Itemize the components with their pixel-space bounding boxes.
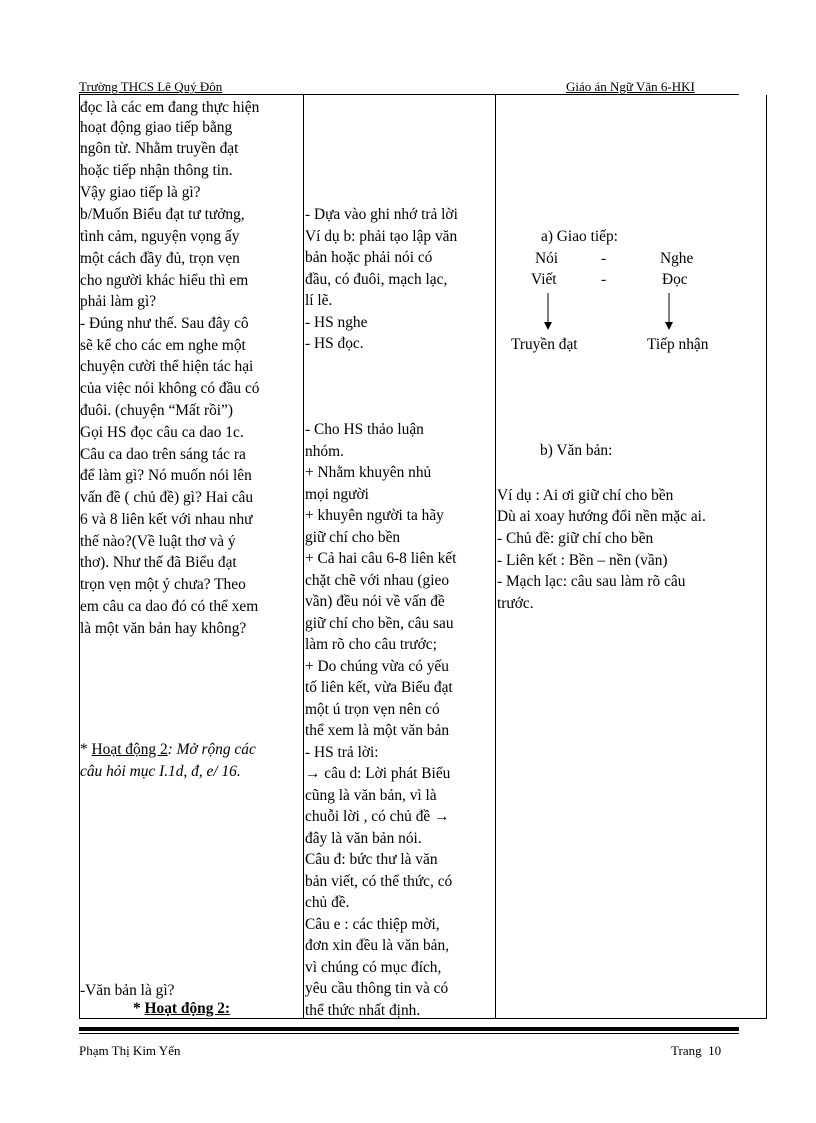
text-line: của việc nói không có đầu có [80, 380, 260, 397]
text-line: Vậy giao tiếp là gì? [80, 184, 201, 201]
text-line: một cách đầy đủ, trọn vẹn [80, 250, 240, 267]
text-line: vấn đề ( chủ đề) gì? Hai câu [80, 489, 254, 506]
text-line: Ví dụ b: phải tạo lập văn [305, 228, 458, 245]
example-line: Dù ai xoay hướng đổi nền mặc ai. [497, 508, 706, 525]
text-line: em câu ca dao đó có thể xem [80, 598, 259, 615]
activity-prefix: * [133, 1000, 145, 1017]
text-line: chuỗi lời , có chủ đề → [305, 808, 450, 825]
word-truyen-dat: Truyền đạt [511, 336, 578, 353]
text-line: vì chúng có mục đích, [305, 959, 442, 976]
text-line: ngôn từ. Nhằm truyền đạt [80, 140, 239, 157]
down-arrow-icon [543, 293, 553, 333]
text-line: Gọi HS đọc câu ca dao 1c. [80, 424, 244, 441]
text-line: - HS đọc. [305, 335, 364, 352]
footer-page-number: 10 [708, 1043, 722, 1058]
table-border-right [766, 95, 767, 1019]
text-line: hoặc tiếp nhận thông tin. [80, 162, 233, 179]
text-line: - Dựa vào ghi nhớ trả lời [305, 206, 458, 223]
table-divider-1 [303, 95, 304, 1019]
text-line: Câu ca dao trên sáng tác ra [80, 446, 246, 463]
text-line: - HS trả lời: [305, 744, 379, 761]
activity-2-heading [80, 741, 256, 758]
down-arrow-icon [664, 293, 674, 333]
text-line: 6 và 8 liên kết với nhau như [80, 511, 253, 528]
text-line: - Cho HS thảo luận [305, 421, 424, 438]
text-line: cũng là văn bản, vì là [305, 787, 437, 804]
text-line: thể xem là một văn bản [305, 722, 450, 739]
activity-title: Hoạt động 2: [144, 1000, 231, 1017]
example-line: Ví dụ : Ai ơi giữ chí cho bền [497, 487, 674, 504]
word-noi: Nói [535, 250, 559, 267]
table-border-bottom [79, 1018, 767, 1019]
text-line: + Cả hai câu 6-8 liên kết [305, 550, 457, 567]
text-line: + Nhằm khuyên nhủ [305, 464, 432, 481]
text-line: đầu, có đuôi, mạch lạc, [305, 271, 448, 288]
text-line: đơn xin đều là văn bản, [305, 937, 450, 954]
text-line: là một văn bản hay không? [80, 620, 247, 637]
text-line: giữ chí cho bền [305, 529, 401, 546]
text-line: lí lẽ. [305, 292, 333, 309]
text-line: - HS nghe [305, 314, 368, 331]
dash: - [601, 250, 607, 267]
activity-2-heading-bottom [133, 1000, 230, 1017]
text-line: thể thức nhất định. [305, 1002, 421, 1019]
text-line: mọi người [305, 486, 369, 503]
text-line: đây là văn bản nói. [305, 830, 422, 847]
text-line: tình cảm, nguyện vọng ấy [80, 228, 240, 245]
text-line: chặt chẽ với nhau (gieo [305, 572, 450, 589]
footer-rule-thick [79, 1027, 739, 1031]
text-line: hoạt động giao tiếp bằng [80, 119, 233, 136]
footer-author: Phạm Thị Kim Yến [79, 1043, 181, 1058]
header-school: Trường THCS Lê Quý Đôn [79, 79, 223, 94]
text-line: chuyện cười thể hiện tác hại [80, 358, 254, 375]
word-tiep-nhan: Tiếp nhận [647, 336, 709, 353]
example-line: - Chủ đề: giữ chí cho bền [497, 530, 654, 547]
text-line: nhóm. [305, 443, 344, 460]
text-line: - Đúng như thế. Sau đây cô [80, 315, 249, 332]
dash: - [601, 271, 607, 288]
activity-prefix: * [80, 741, 92, 758]
text-line: yêu cầu thông tin và có [305, 980, 449, 997]
text-line: thế nào?(Về luật thơ và ý [80, 533, 236, 550]
text-line: tố liên kết, vừa Biểu đạt [305, 679, 453, 696]
text-line: thơ). Như thế đã Biểu đạt [80, 554, 237, 571]
text-line: Câu đ: bức thư là văn [305, 851, 438, 868]
text-line: làm rõ cho câu trước; [305, 636, 437, 653]
text-line: đuôi. (chuyện “Mất rồi”) [80, 402, 233, 419]
section-b-title: b) Văn bản: [540, 442, 613, 459]
section-a-title: a) Giao tiếp: [541, 228, 618, 245]
text-line: → câu d: Lời phát Biểu [305, 765, 451, 782]
text-line: b/Muốn Biểu đạt tư tưởng, [80, 206, 245, 223]
footer-page-label: Trang [671, 1043, 702, 1058]
word-viet: Viết [531, 271, 557, 288]
text-line: bản viết, có thể thức, có [305, 873, 453, 890]
text-line: + khuyên người ta hãy [305, 507, 444, 524]
word-doc: Đọc [662, 271, 688, 288]
question-what-is-text: -Văn bản là gì? [80, 982, 175, 999]
text-line: sẽ kể cho các em nghe một [80, 337, 246, 354]
example-line: trước. [497, 595, 534, 612]
text-line: cho người khác hiểu thì em [80, 272, 249, 289]
text-line: giữ chí cho bền, câu sau [305, 615, 454, 632]
activity-description: : Mở rộng các [167, 741, 256, 758]
example-line: - Liên kết : Bền – nền (vần) [497, 552, 668, 569]
text-line: + Do chúng vừa có yếu [305, 658, 449, 675]
table-divider-2 [495, 95, 496, 1019]
text-line: vần) đều nói về vấn đề [305, 593, 445, 610]
text-line: bản hoặc phải nói có [305, 249, 433, 266]
footer-page [671, 1043, 721, 1059]
text-line: phải làm gì? [80, 293, 157, 310]
header-rule [79, 94, 739, 95]
text-line: một ú trọn vẹn nên có [305, 701, 440, 718]
activity-title: Hoạt động 2 [91, 741, 168, 758]
text-line: trọn vẹn một ý chưa? Theo [80, 576, 246, 593]
word-nghe: Nghe [660, 250, 694, 267]
text-line: Câu e : các thiệp mời, [305, 916, 440, 933]
text-line: chủ đề. [305, 894, 350, 911]
activity-description-cont: câu hỏi mục I.1d, đ, e/ 16. [80, 763, 241, 780]
header-lesson-plan: Giáo án Ngữ Văn 6-HKI [566, 79, 695, 94]
footer-rule-thin [79, 1033, 739, 1034]
example-line: - Mạch lạc: câu sau làm rõ câu [497, 573, 686, 590]
text-line: để làm gì? Nó muốn nói lên [80, 467, 252, 484]
text-line: đọc là các em đang thực hiện [80, 99, 260, 116]
